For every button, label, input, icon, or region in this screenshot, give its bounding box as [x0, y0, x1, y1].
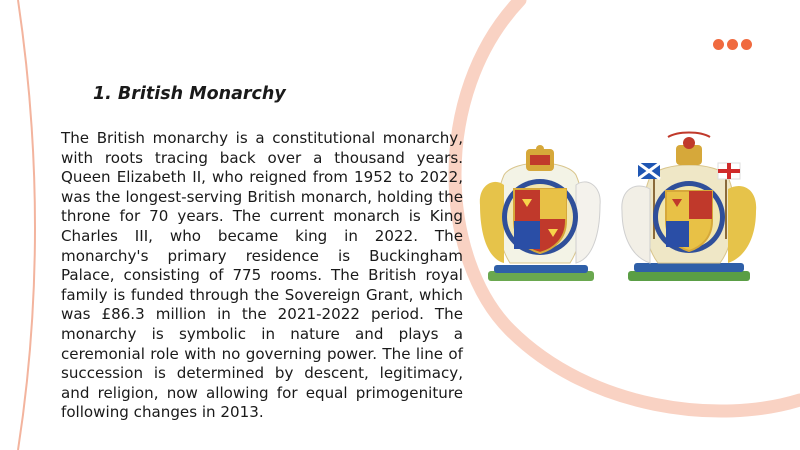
- left-edge-arc: [18, 0, 35, 450]
- dot-icon: [727, 39, 738, 50]
- accent-dots: [713, 39, 752, 50]
- royal-coat-of-arms-scotland-icon: [614, 131, 764, 286]
- page-title: 1. British Monarchy: [93, 84, 286, 104]
- body-paragraph: The British monarchy is a constitutional monarchy, with roots tracing back over a thousand years. Queen Elizabeth II, who reigned from 1952 to 2022, was the longest-serving British monarch, holding the throne for 70 years. The current monarch is King Charles III, who became king in 2022. The monarchy's primary residence is Buckingham Palace, consisting of 775 rooms. The British royal family is funded through the Sovereign Grant, which was £86.3 million in the 2021-2022 period. The monarchy is symbolic in nature and plays a ceremonial role with no governing power. The line of succession is determined by descent, legitimacy, and religion, now allowing for equal primogeniture following changes in 2013.: [61, 129, 463, 422]
- dot-icon: [741, 39, 752, 50]
- royal-coat-of-arms-icon: [474, 145, 606, 285]
- dot-icon: [713, 39, 724, 50]
